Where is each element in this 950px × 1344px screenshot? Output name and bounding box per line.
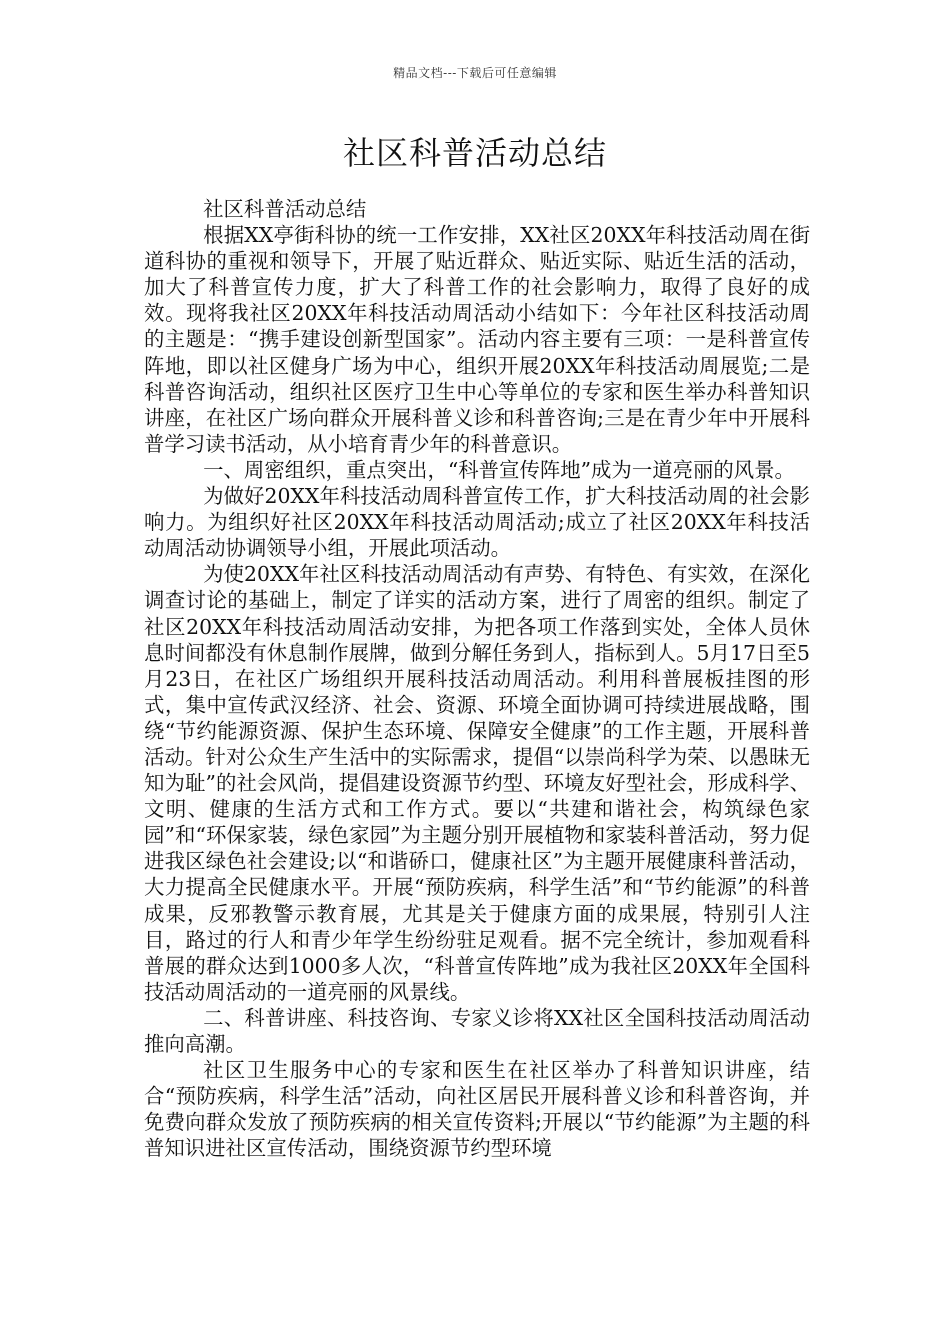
section-heading-2: 二、科普讲座、科技咨询、专家义诊将XX社区全国科技活动周活动推向高潮。 bbox=[144, 1005, 810, 1056]
section-heading-1: 一、周密组织，重点突出，“科普宣传阵地”成为一道亮丽的风景。 bbox=[203, 457, 795, 482]
paragraph-intro: 根据XX亭街科协的统一工作安排，XX社区20XX年科技活动周在街道科协的重视和领导下，开展了贴近群众、贴近实际、贴近生活的活动，加大了科普宣传力度，扩大了科普工作的社会影响力，取得了良好的成效。现将我社区20XX年科技活动周活动小结如下：今年社区科技活动周的主题是：“携手建设创新型国家”。活动内容主要有三项：一是科普宣传阵地，即以社区健身广场为中心，组织开展20XX年科技活动周展览;二是科普咨询活动，组织社区医疗卫生中心等单位的专家和医生举办科普知识讲座，在社区广场向群众开展科普义诊和科普咨询;三是在青少年中开展科普学习读书活动，从小培育青少年的科普意识。 bbox=[144, 223, 810, 456]
paragraph: 社区卫生服务中心的专家和医生在社区举办了科普知识讲座，结合“预防疾病，科学生活”活动，向社区居民开展科普义诊和科普咨询，并免费向群众发放了预防疾病的相关宣传资料;开展以“节约能源”为主题的科普知识进社区宣传活动，围绕资源节约型环境 bbox=[144, 1058, 810, 1161]
paragraph: 为使20XX年社区科技活动周活动有声势、有特色、有实效，在深化调查讨论的基础上，制定了详实的活动方案，进行了周密的组织。制定了社区20XX年科技活动周活动安排，为把各项工作落到实处，全体人员休息时间都没有休息制作展牌，做到分解任务到人，指标到人。5月17日至5月23日，在社区广场组织开展科技活动周活动。利用科普展板挂图的形式，集中宣传武汉经济、社会、资源、环境全面协调可持续进展战略，围绕“节约能源资源、保护生态环境、保障安全健康”的工作主题，开展科普活动。针对公众生产生活中的实际需求，提倡“以崇尚科学为荣、以愚昧无知为耻”的社会风尚，提倡建设资源节约型、环境友好型社会，形成科学、文明、健康的生活方式和工作方式。要以“共建和谐社会，构筑绿色家园”和“环保家装，绿色家园”为主题分别开展植物和家装科普活动，努力促进我区绿色社会建设;以“和谐硚口，健康社区”为主题开展健康科普活动，大力提高全民健康水平。开展“预防疾病，科学生活”和“节约能源”的科普成果，反邪教警示教育展，尤其是关于健康方面的成果展，特别引人注目，路过的行人和青少年学生纷纷驻足观看。据不完全统计，参加观看科普展的群众达到1000多人次，“科普宣传阵地”成为我社区20XX年全国科技活动周活动的一道亮丽的风景线。 bbox=[144, 562, 810, 1004]
document-title: 社区科普活动总结 bbox=[342, 134, 607, 172]
header-note: 精品文档---下载后可任意编辑 bbox=[393, 66, 557, 80]
paragraph: 为做好20XX年科技活动周科普宣传工作，扩大科技活动周的社会影响力。为组织好社区20XX年科技活动周活动;成立了社区20XX年科技活动周活动协调领导小组，开展此项活动。 bbox=[144, 484, 810, 561]
paragraph-subtitle: 社区科普活动总结 bbox=[203, 197, 367, 221]
document-body bbox=[144, 196, 810, 1161]
